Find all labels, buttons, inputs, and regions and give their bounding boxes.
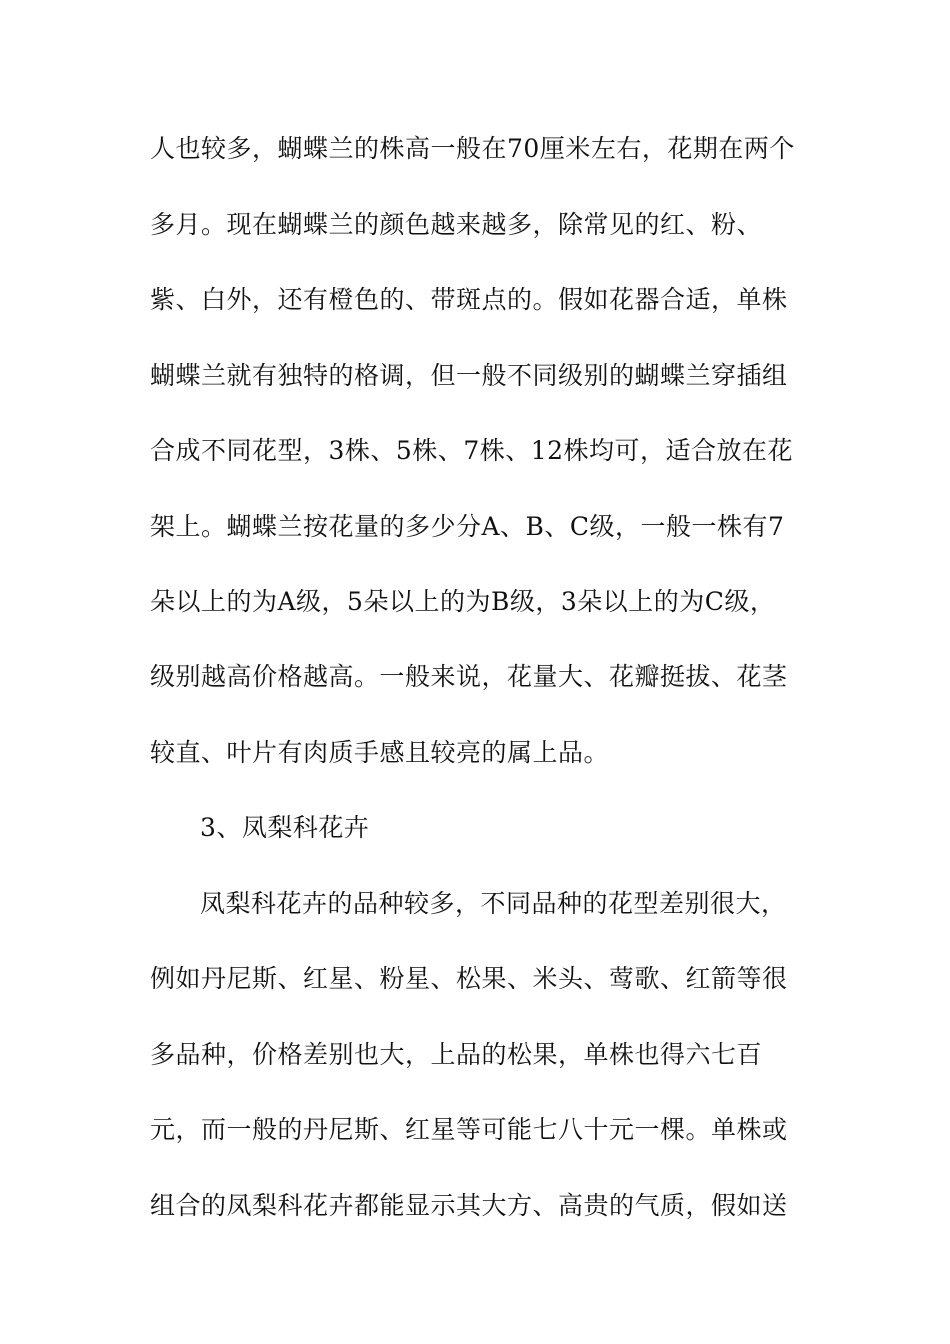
text-line: 多月。现在蝴蝶兰的颜色越来越多，除常见的红、粉、	[150, 210, 763, 239]
text-line: 例如丹尼斯、红星、粉星、松果、米头、莺歌、红箭等很	[150, 964, 788, 993]
text-line: 架上。蝴蝶兰按花量的多少分A、B、C级，一般一株有7	[150, 512, 785, 541]
text-line: 较直、叶片有肉质手感且较亮的属上品。	[150, 738, 610, 767]
text-line: 人也较多，蝴蝶兰的株高一般在70厘米左右，花期在两个	[150, 134, 795, 163]
text-line: 合成不同花型，3株、5株、7株、12株均可，适合放在花	[150, 436, 794, 465]
text-line: 蝴蝶兰就有独特的格调，但一般不同级别的蝴蝶兰穿插组	[150, 361, 788, 390]
text-line: 朵以上的为A级，5朵以上的为B级，3朵以上的为C级，	[150, 587, 776, 616]
section-heading: 3、凤梨科花卉	[200, 813, 370, 842]
text-line: 凤梨科花卉的品种较多，不同品种的花型差别很大，	[200, 889, 787, 918]
text-line: 多品种，价格差别也大，上品的松果，单株也得六七百	[150, 1040, 763, 1069]
text-line: 紫、白外，还有橙色的、带斑点的。假如花器合适，单株	[150, 285, 788, 314]
text-line: 组合的凤梨科花卉都能显示其大方、高贵的气质，假如送	[150, 1191, 788, 1220]
text-line: 元，而一般的丹尼斯、红星等可能七八十元一棵。单株或	[150, 1115, 788, 1144]
text-line: 级别越高价格越高。一般来说，花量大、花瓣挺拔、花茎	[150, 662, 788, 691]
